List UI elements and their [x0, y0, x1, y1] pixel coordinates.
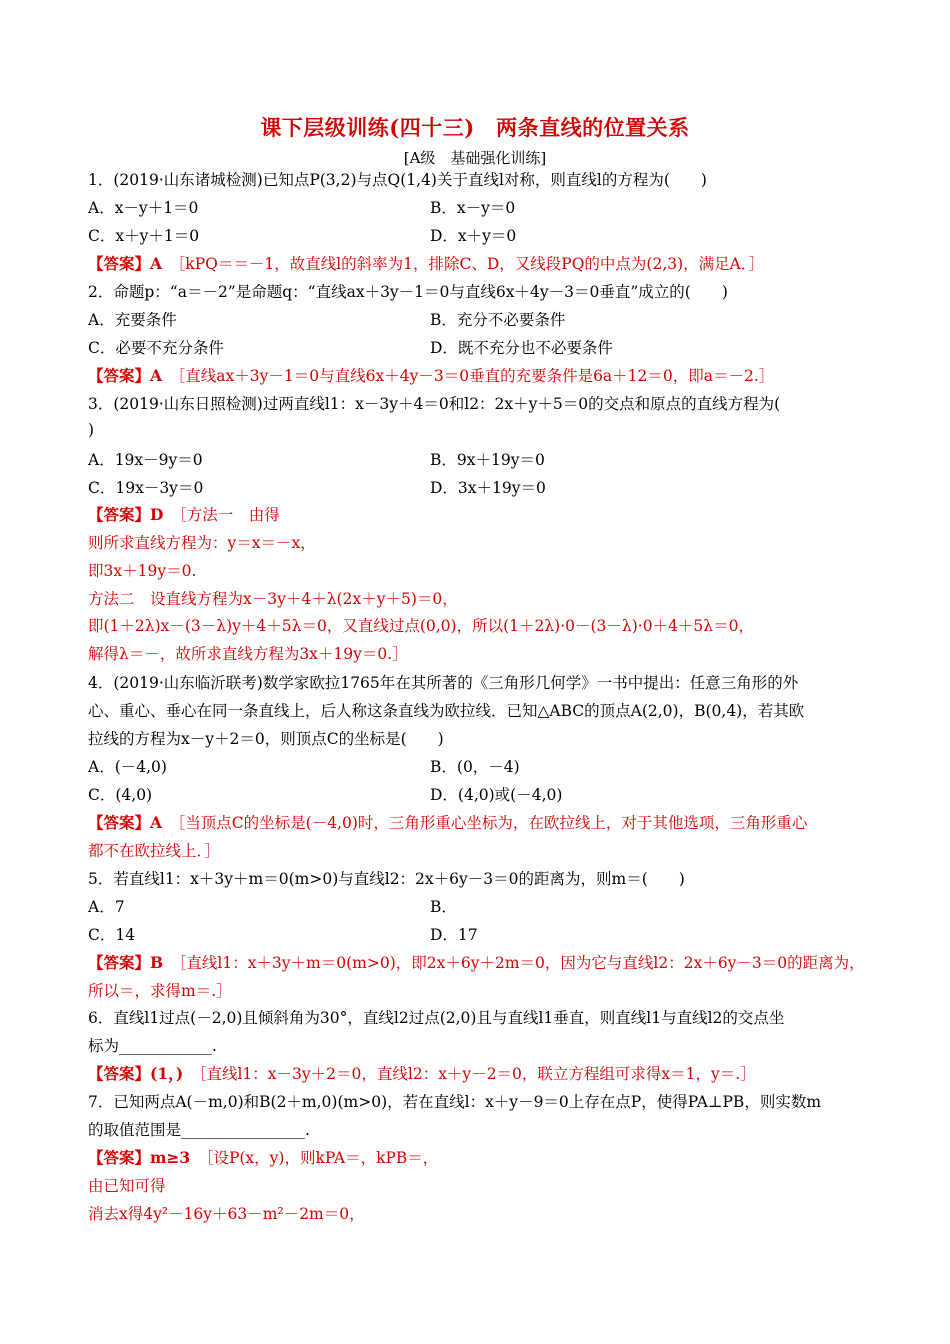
- answer-text: 解得λ＝－，故所求直线方程为3x＋19y＝0.］: [88, 645, 408, 663]
- answer-line: [88, 505, 280, 525]
- answer-label: 【答案】A: [88, 254, 163, 273]
- answer-text: ［直线ax＋3y－1＝0与直线6x＋4y－3＝0垂直的充要条件是6a＋12＝0，即a＝－2.］: [177, 367, 775, 385]
- question-text: 5．若直线l1：x＋3y＋m＝0(m>0)与直线l2：2x＋6y－3＝0的距离为，则m＝( ): [88, 870, 685, 888]
- section-subtitle: [A级 基础强化训练]: [403, 149, 547, 167]
- page-title: 课下层级训练(四十三) 两条直线的位置关系: [260, 115, 690, 140]
- answer-text: ［设P(x，y)，则kPA＝，kPB＝，: [205, 1149, 439, 1167]
- answer-line: [88, 589, 458, 609]
- answer-line: [88, 561, 196, 581]
- option-choice: C．14: [88, 926, 136, 944]
- answer-text: ［当顶点C的坐标是(－4,0)时，三角形重心坐标为，在欧拉线上，对于其他选项，三角形重心: [177, 814, 808, 832]
- answer-line: [88, 813, 807, 833]
- option-choice: C．19x－3y＝0: [88, 479, 204, 497]
- answer-line: [88, 644, 408, 664]
- option-choice: A．充要条件: [88, 311, 177, 329]
- answer-text: 方法二 设直线方程为x－3y＋4＋λ(2x＋y＋5)＝0，: [88, 590, 458, 608]
- question-text: 的取值范围是________________.: [88, 1121, 310, 1139]
- option-choice: B．9x＋19y＝0: [430, 451, 545, 469]
- answer-label: 【答案】A: [88, 366, 163, 385]
- option-choice: A．19x－9y＝0: [88, 451, 203, 469]
- option-choice: D．3x＋19y＝0: [430, 479, 546, 497]
- answer-line: [88, 981, 232, 1001]
- question-text: 6．直线l1过点(－2,0)且倾斜角为30°，直线l2过点(2,0)且与直线l1垂直，则直线l1与直线l2的交点坐: [88, 1009, 785, 1027]
- answer-text: 消去x得4y²－16y＋63－m²－2m＝0，: [88, 1205, 365, 1223]
- answer-line: [88, 1176, 166, 1196]
- option-choice: B．充分不必要条件: [430, 311, 566, 329]
- answer-text: 即(1＋2λ)x－(3－λ)y＋4＋5λ＝0，又直线过点(0,0)，所以(1＋2λ)·0－(3－λ)·0＋4＋5λ＝0，: [88, 617, 754, 635]
- answer-text: 都不在欧拉线上．］: [88, 842, 220, 860]
- answer-line: [88, 953, 865, 973]
- option-choice: B．(0，－4): [430, 758, 520, 776]
- answer-line: [88, 841, 220, 861]
- option-choice: B．: [430, 898, 457, 916]
- option-choice: C．(4,0): [88, 786, 153, 804]
- answer-label: 【答案】A: [88, 813, 163, 832]
- answer-line: [88, 1064, 756, 1084]
- answer-label: 【答案】(1，): [88, 1064, 184, 1083]
- question-text: 4．(2019·山东临沂联考)数学家欧拉1765年在其所著的《三角形几何学》一书中提出：任意三角形的外: [88, 674, 799, 692]
- question-text: ): [88, 421, 95, 439]
- answer-text: 由已知可得: [88, 1177, 166, 1195]
- question-text: 标为____________.: [88, 1037, 217, 1055]
- option-choice: D．既不充分也不必要条件: [430, 339, 613, 357]
- answer-text: 则所求直线方程为：y＝x＝－x，: [88, 534, 316, 552]
- option-choice: A．(－4,0): [88, 758, 167, 776]
- answer-line: [88, 1148, 438, 1168]
- option-choice: D．17: [430, 926, 478, 944]
- answer-line: [88, 533, 316, 553]
- question-text: 3．(2019·山东日照检测)过两直线l1：x－3y＋4＝0和l2：2x＋y＋5＝0的交点和原点的直线方程为(: [88, 395, 781, 413]
- option-choice: D．(4,0)或(－4,0): [430, 786, 563, 804]
- answer-text: ［kPQ＝＝－1，故直线l的斜率为1，排除C、D，又线段PQ的中点为(2,3)，满足A．］: [177, 255, 765, 273]
- answer-text: ［直线l1：x－3y＋2＝0，直线l2：x＋y－2＝0，联立方程组可求得x＝1，y＝.］: [198, 1065, 756, 1083]
- option-choice: A．7: [88, 898, 125, 916]
- answer-line: [88, 1204, 365, 1224]
- answer-label: 【答案】m≥3: [88, 1148, 191, 1167]
- option-choice: C．x＋y＋1＝0: [88, 227, 200, 245]
- option-choice: D．x＋y＝0: [430, 227, 517, 245]
- answer-line: [88, 254, 764, 274]
- option-choice: A．x－y＋1＝0: [88, 199, 199, 217]
- question-text: 拉线的方程为x－y＋2＝0，则顶点C的坐标是( ): [88, 730, 444, 748]
- question-text: 2．命题p：“a＝－2”是命题q：“直线ax＋3y－1＝0与直线6x＋4y－3＝0垂直”成立的( ): [88, 283, 728, 301]
- answer-text: 所以＝，求得m＝.］: [88, 982, 232, 1000]
- option-choice: C．必要不充分条件: [88, 339, 224, 357]
- answer-line: [88, 616, 754, 636]
- option-choice: B．x－y＝0: [430, 199, 516, 217]
- answer-line: [88, 366, 774, 386]
- question-text: 心、重心、垂心在同一条直线上，后人称这条直线为欧拉线．已知△ABC的顶点A(2,0)，B(0,4)，若其欧: [88, 702, 805, 720]
- answer-text: ［直线l1：x＋3y＋m＝0(m>0)，即2x＋6y＋2m＝0，因为它与直线l2：2x＋6y－3＝0的距离为，: [178, 954, 865, 972]
- question-text: 1．(2019·山东诸城检测)已知点P(3,2)与点Q(1,4)关于直线l对称，则直线l的方程为( ): [88, 171, 707, 189]
- question-text: 7．已知两点A(－m,0)和B(2＋m,0)(m>0)，若在直线l：x＋y－9＝0上存在点P，使得PA⊥PB，则实数m: [88, 1093, 822, 1111]
- answer-text: 即3x＋19y＝0.: [88, 562, 197, 580]
- answer-label: 【答案】B: [88, 953, 164, 972]
- answer-text: ［方法一 由得: [178, 506, 280, 524]
- answer-label: 【答案】D: [88, 505, 164, 524]
